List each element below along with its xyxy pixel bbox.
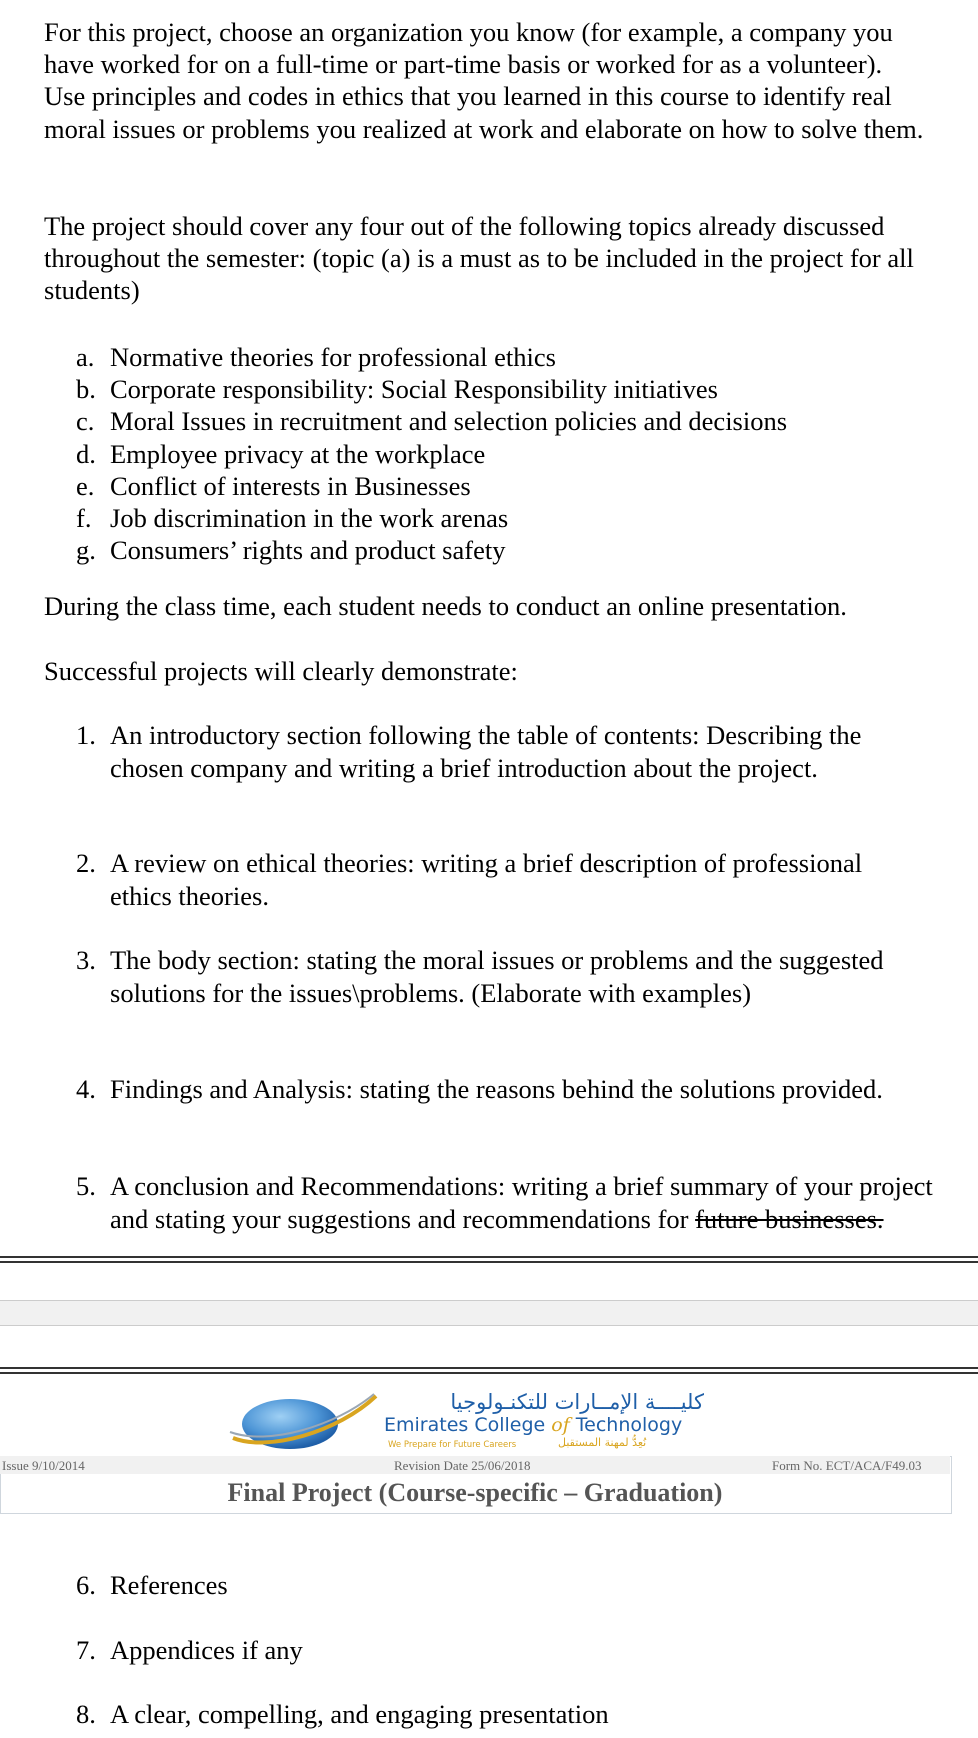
requirement-item: 4. Findings and Analysis: stating the reasons behind the solutions provided. xyxy=(76,1074,883,1104)
requirement-item: 1. An introductory section following the table of contents: Describing the chosen company and writing a brief introduction about the project. xyxy=(76,720,862,783)
page-break-line xyxy=(0,1256,978,1258)
page-break-line xyxy=(0,1261,978,1263)
list-item: c. Moral Issues in recruitment and selection policies and decisions xyxy=(76,406,788,437)
form-title: Final Project (Course-specific – Graduation) xyxy=(227,1478,723,1507)
requirement-item: 8. A clear, compelling, and engaging presentation xyxy=(76,1699,609,1729)
list-item: b. Corporate responsibility: Social Responsibility initiatives xyxy=(76,374,718,405)
cut-off-text: future businesses. xyxy=(695,1203,884,1234)
college-name-english: Emirates College of Technology xyxy=(384,1414,683,1436)
tagline-arabic: نُعِدُّ لمهنة المستقبل xyxy=(558,1436,647,1449)
topics-list xyxy=(76,341,936,566)
requirement-item: 2. A review on ethical theories: writing a brief description of professional ethics theories. xyxy=(76,848,863,911)
page-gap-band xyxy=(0,1300,978,1326)
requirement-item: 6. References xyxy=(76,1570,228,1600)
revision-date: Revision Date 25/06/2018 xyxy=(394,1458,531,1473)
tagline-english: We Prepare for Future Careers xyxy=(388,1440,517,1450)
college-logo xyxy=(228,1392,378,1452)
issue-date: Issue 9/10/2014 xyxy=(2,1458,85,1473)
list-item: f. Job discrimination in the work arenas xyxy=(76,503,509,534)
college-name-arabic: كليــــة الإمــارات للتكنـولوجيا xyxy=(450,1390,704,1414)
list-item: a. Normative theories for professional ethics xyxy=(76,342,556,372)
list-item: e. Conflict of interests in Businesses xyxy=(76,470,471,501)
globe-logo-icon xyxy=(228,1392,378,1452)
requirement-item: 3. The body section: stating the moral issues or problems and the suggested solutions for the issues\problems. (Elaborate with examples) xyxy=(76,945,884,1008)
topics-paragraph: The project should cover any four out of the following topics already discussed throughout the semester: (topic (a) is a must as to be included in the project for all students) xyxy=(44,211,914,306)
list-item: g. Consumers’ rights and product safety xyxy=(76,535,506,566)
intro-paragraph: For this project, choose an organization you know (for example, a company you have worked for on a full-time or part-time basis or worked for as a volunteer). Use principles and codes in ethics that you learned in this course to identify real moral issues or problems you realized at work and elaborate on how to solve them. xyxy=(44,17,924,144)
form-number: Form No. ECT/ACA/F49.03 xyxy=(772,1458,922,1473)
page-break-line xyxy=(0,1372,978,1374)
requirement-item: 7. Appendices if any xyxy=(76,1635,303,1665)
list-item: d. Employee privacy at the workplace xyxy=(76,438,486,469)
requirement-item: 5. A conclusion and Recommendations: writing a brief summary of your project and stating your suggestions and recommendations for future businesses. xyxy=(76,1171,933,1234)
page-break-line xyxy=(0,1367,978,1369)
presentation-paragraph: During the class time, each student needs to conduct an online presentation. xyxy=(44,591,847,621)
success-paragraph: Successful projects will clearly demonstrate: xyxy=(44,656,518,686)
